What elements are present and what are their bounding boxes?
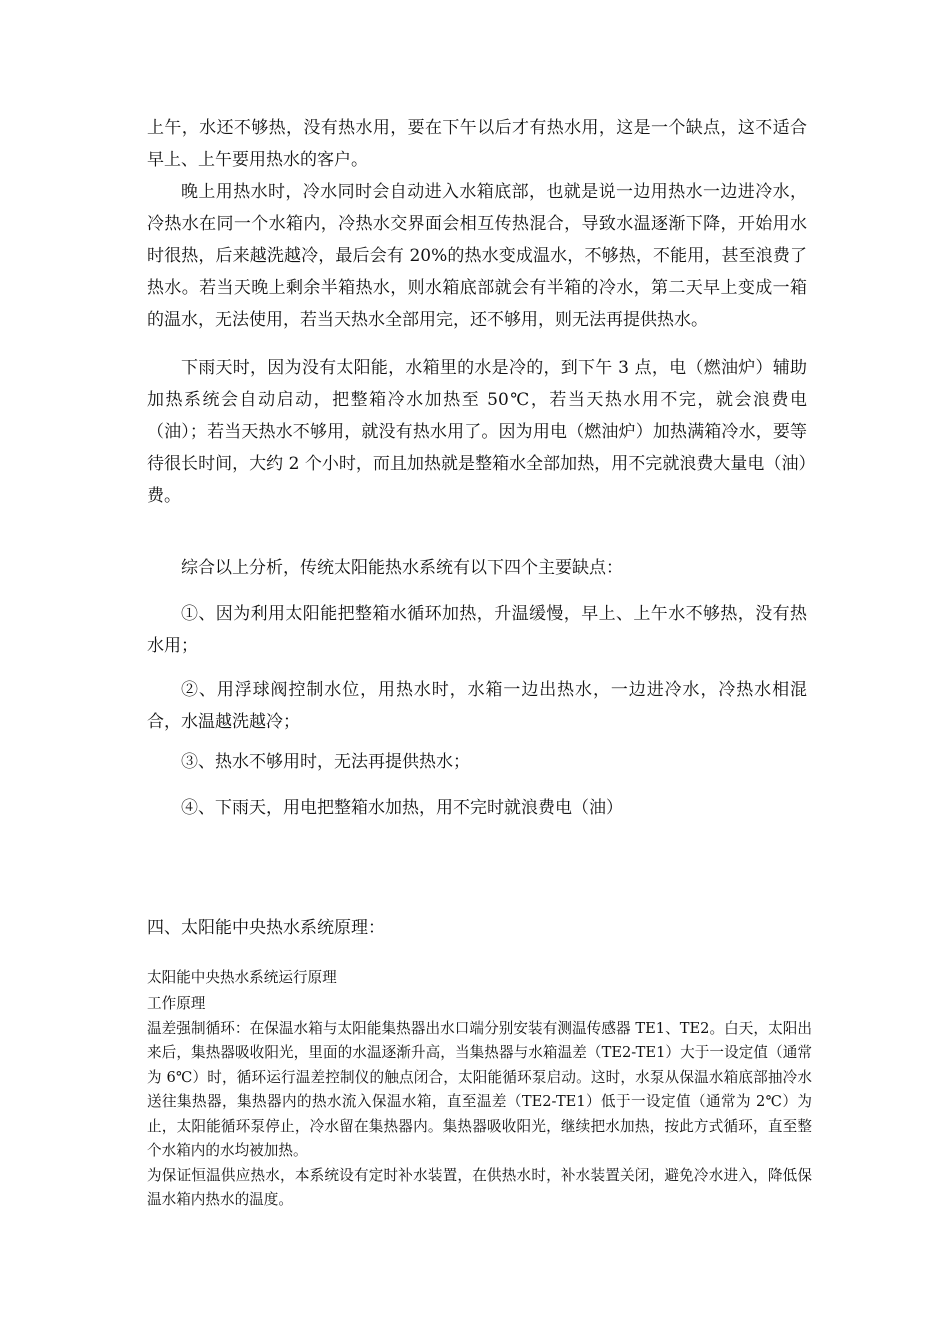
subheading-work-principle: 工作原理 — [147, 995, 206, 1012]
paragraph-constant-temperature-supply: 为保证恒温供应热水，本系统设有定时补水装置，在供热水时，补水装置关闭，避免冷水进入，降低保温水箱内热水的温度。 — [147, 1167, 812, 1209]
paragraph-rainy-day: 下雨天时，因为没有太阳能，水箱里的水是冷的，到下午 3 点，电（燃油炉）辅助加热系统会自动启动，把整箱冷水加热至 50℃，若当天热水用不完，就会浪费电（油）；若当天热水不够用，就没有热水用了。因为用电（燃油炉）加热满箱冷水，要等待很长时间，大约 2 个小时，而且加热就是整箱水全部加热，用不完就浪费大量电（油）费。 — [147, 358, 807, 506]
paragraph-temperature-difference-circulation: 温差强制循环：在保温水箱与太阳能集热器出水口端分别安装有测温传感器 TE1、TE2。白天，太阳出来后，集热器吸收阳光，里面的水温逐渐升高，当集热器与水箱温差（TE2-TE1）大于一设定值（通常为 6℃）时，循环运行温差控制仪的触点闭合，太阳能循环泵启动。这时，水泵从保温水箱底部抽冷水送往集热器，集热器内的热水流入保温水箱，直至温差（TE2-TE1）低于一设定值（通常为 2℃）为止，太阳能循环泵停止，冷水留在集热器内。集热器吸收阳光，继续把水加热，按此方式循环，直至整个水箱内的水均被加热。 — [147, 1020, 812, 1160]
list-item-drawback-1: ①、因为利用太阳能把整箱水循环加热，升温缓慢，早上、上午水不够热，没有热水用； — [147, 604, 807, 656]
paragraph-morning-shortcoming: 上午，水还不够热，没有热水用，要在下午以后才有热水用，这是一个缺点，这不适合早上、上午要用热水的客户。 — [147, 118, 807, 170]
list-item-drawback-4: ④、下雨天，用电把整箱水加热，用不完时就浪费电（油） — [181, 798, 623, 818]
section-heading-4: 四、太阳能中央热水系统原理： — [147, 918, 385, 938]
list-item-drawback-3: ③、热水不够用时，无法再提供热水； — [181, 752, 470, 772]
list-item-drawback-2: ②、用浮球阀控制水位，用热水时，水箱一边出热水，一边进冷水，冷热水相混合，水温越洗越冷； — [147, 680, 807, 732]
paragraph-evening-mixing: 晚上用热水时，冷水同时会自动进入水箱底部，也就是说一边用热水一边进冷水，冷热水在同一个水箱内，冷热水交界面会相互传热混合，导致水温逐渐下降，开始用水时很热，后来越洗越冷，最后会有 20%的热水变成温水，不够热，不能用，甚至浪费了热水。若当天晚上剩余半箱热水，则水箱底部就会有半箱的冷水，第二天早上变成一箱的温水，无法使用，若当天热水全部用完，还不够用，则无法再提供热水。 — [147, 182, 807, 330]
subheading-run-principle: 太阳能中央热水系统运行原理 — [147, 969, 337, 986]
paragraph-summary: 综合以上分析，传统太阳能热水系统有以下四个主要缺点： — [181, 558, 623, 578]
